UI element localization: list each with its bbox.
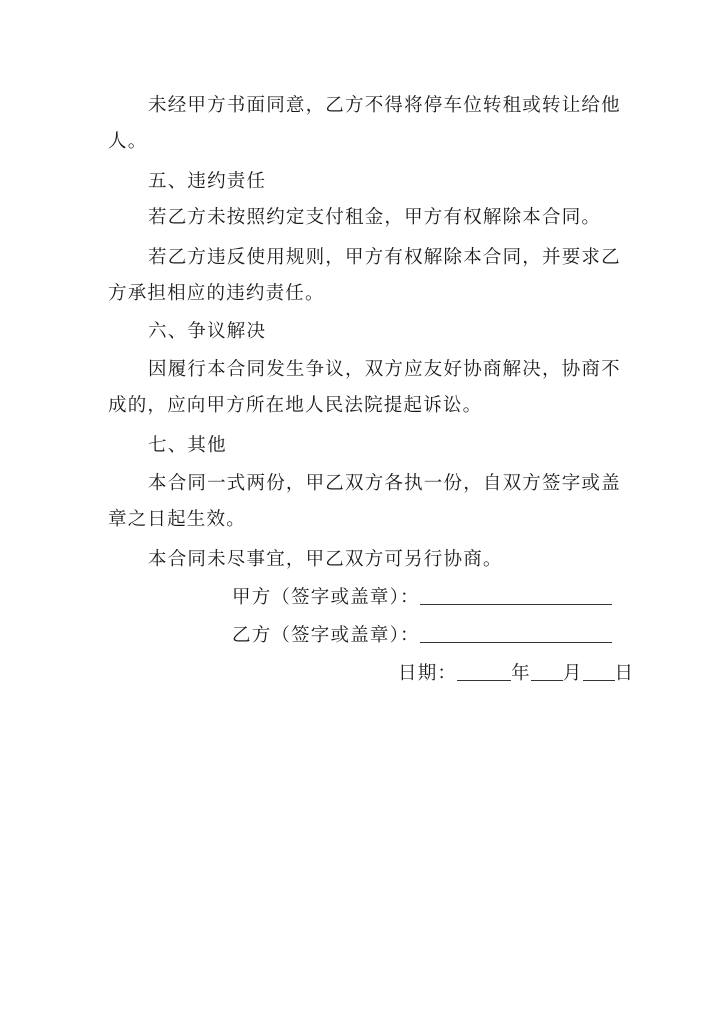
text-line: 本合同一式两份，甲乙双方各执一份，自双方签字或盖 (148, 473, 621, 494)
month-label: 月 (562, 663, 583, 684)
text-line: 若乙方未按照约定支付租金，甲方有权解除本合同。 (148, 207, 602, 228)
paragraph-dispute-resolution (108, 352, 621, 424)
paragraph-rule-breach (108, 240, 621, 312)
signature-line-party-b (232, 618, 612, 654)
date-label: 日期： (398, 663, 458, 684)
text-line: 成的，应向甲方所在地人民法院提起诉讼。 (108, 395, 483, 416)
year-label: 年 (511, 663, 531, 684)
text-line: 章之日起生效。 (108, 509, 246, 530)
party-b-label: 乙方（签字或盖章）： (232, 625, 420, 646)
section-heading-breach (108, 164, 613, 200)
paragraph-rent-breach (108, 200, 613, 236)
text-line: 本合同未尽事宜，甲乙双方可另行协商。 (148, 549, 503, 570)
section-heading-other (108, 428, 613, 464)
paragraph-sublease-clause (108, 88, 621, 160)
heading-text: 七、其他 (148, 435, 227, 456)
year-blank[interactable] (457, 660, 511, 681)
date-line (398, 656, 634, 692)
party-a-label: 甲方（签字或盖章）： (232, 587, 420, 608)
text-line: 未经甲方书面同意，乙方不得将停车位转租或转让给他 (148, 95, 621, 116)
text-line: 因履行本合同发生争议，双方应友好协商解决，协商不 (148, 359, 621, 380)
signature-line-party-a (232, 580, 612, 616)
day-blank[interactable] (583, 660, 615, 681)
text-line: 若乙方违反使用规则，甲方有权解除本合同，并要求乙 (148, 247, 621, 268)
heading-text: 六、争议解决 (148, 321, 267, 342)
paragraph-copies (108, 466, 621, 538)
party-a-signature-blank[interactable] (420, 584, 612, 605)
day-label: 日 (614, 663, 635, 684)
text-line: 方承担相应的违约责任。 (108, 283, 325, 304)
month-blank[interactable] (531, 660, 563, 681)
party-b-signature-blank[interactable] (420, 622, 612, 643)
paragraph-unresolved-matters (108, 542, 613, 578)
heading-text: 五、违约责任 (148, 171, 267, 192)
section-heading-dispute (108, 314, 613, 350)
text-line: 人。 (108, 131, 148, 152)
